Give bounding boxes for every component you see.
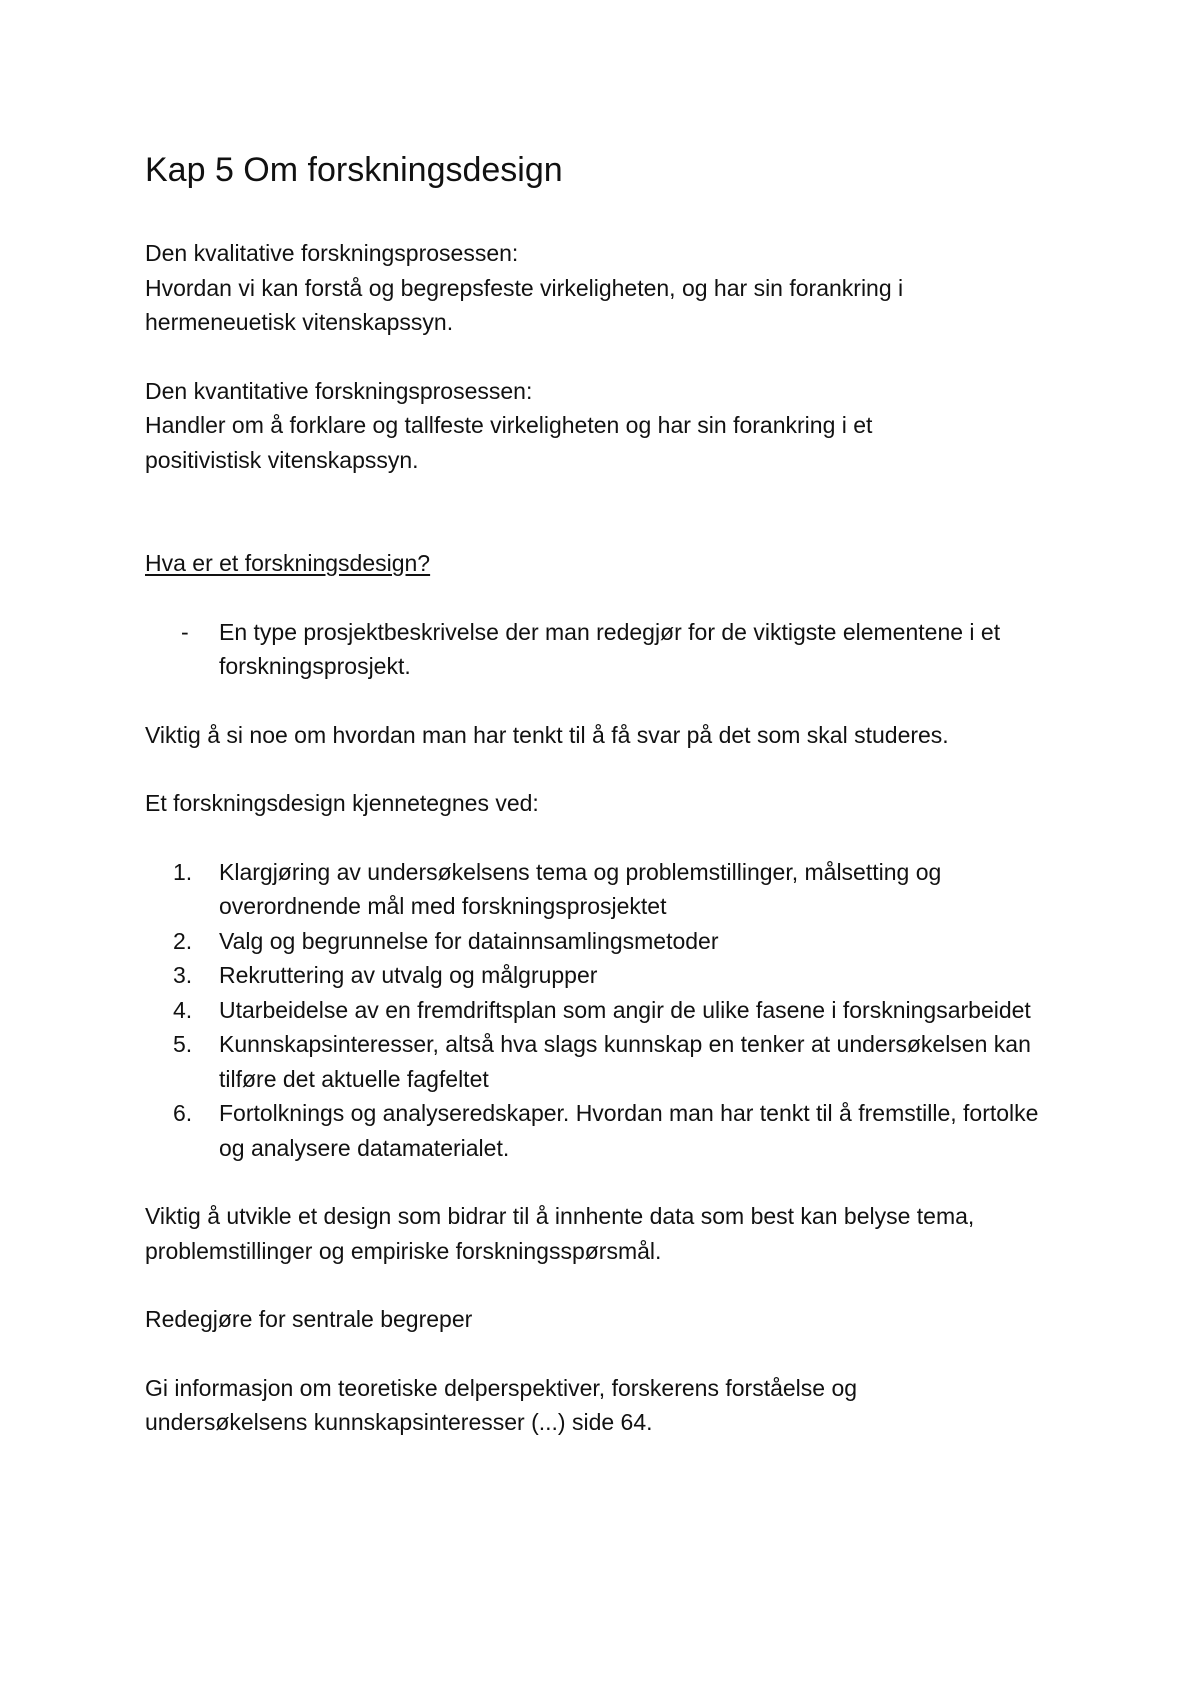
dash-list	[145, 615, 1065, 684]
kvalitativ-text: Hvordan vi kan forstå og begrepsfeste virkeligheten, og har sin forankring i hermeneuetisk vitenskapssyn.	[145, 274, 904, 335]
numbered-list	[145, 855, 1065, 1166]
kjennetegn-intro: Et forskningsdesign kjennetegnes ved:	[145, 790, 539, 816]
page-title: Kap 5 Om forskningsdesign	[145, 151, 563, 189]
list-number: 5.	[173, 1031, 193, 1057]
dash-marker: -	[181, 618, 189, 645]
list-number: 2.	[173, 927, 193, 954]
list-number: 6.	[173, 1100, 193, 1126]
list-item-text: En type prosjektbeskrivelse der man redegjør for de viktigste elementene i et forskningsprosjekt.	[219, 618, 1001, 679]
list-item-text: Klargjøring av undersøkelsens tema og problemstillinger, målsetting og overordnende mål med forskningsprosjektet	[219, 858, 942, 919]
list-number: 4.	[173, 996, 193, 1023]
list-item	[145, 615, 1065, 684]
list-item-text: Kunnskapsinteresser, altså hva slags kunnskap en tenker at undersøkelsen kan tilføre det aktuelle fagfeltet	[219, 1031, 1031, 1092]
redegjore-paragraph: Redegjøre for sentrale begreper	[145, 1306, 473, 1332]
list-item	[145, 924, 1065, 959]
kvantitativ-heading: Den kvantitative forskningsprosessen:	[145, 377, 533, 404]
viktig-paragraph-2: Viktig å utvikle et design som bidrar til å innhente data som best kan belyse tema, problemstillinger og empiriske forskningsspørsmål.	[145, 1203, 975, 1264]
list-item-text: Valg og begrunnelse for datainnsamlingsmetoder	[219, 927, 719, 954]
kvalitativ-heading: Den kvalitative forskningsprosessen:	[145, 240, 519, 266]
list-item	[145, 855, 1065, 924]
list-item	[145, 958, 1065, 993]
list-item-text: Rekruttering av utvalg og målgrupper	[219, 962, 598, 988]
document-body	[145, 148, 1065, 1440]
list-item	[145, 993, 1065, 1028]
list-number: 1.	[173, 858, 193, 885]
viktig-paragraph-1: Viktig å si noe om hvordan man har tenkt til å få svar på det som skal studeres.	[145, 721, 949, 748]
list-item-text: Utarbeidelse av en fremdriftsplan som angir de ulike fasene i forskningsarbeidet	[219, 996, 1031, 1023]
kvantitativ-text: Handler om å forklare og tallfeste virkeligheten og har sin forankring i et positivistisk vitenskapssyn.	[145, 412, 873, 473]
section-heading: Hva er et forskningsdesign?	[145, 550, 431, 576]
list-number: 3.	[173, 962, 193, 988]
gi-info-paragraph: Gi informasjon om teoretiske delperspektiver, forskerens forståelse og undersøkelsens kunnskapsinteresser (...) side 64.	[145, 1374, 858, 1435]
list-item	[145, 1027, 1065, 1096]
list-item	[145, 1096, 1065, 1165]
list-item-text: Fortolknings og analyseredskaper. Hvordan man har tenkt til å fremstille, fortolke og analysere datamaterialet.	[219, 1100, 1039, 1161]
